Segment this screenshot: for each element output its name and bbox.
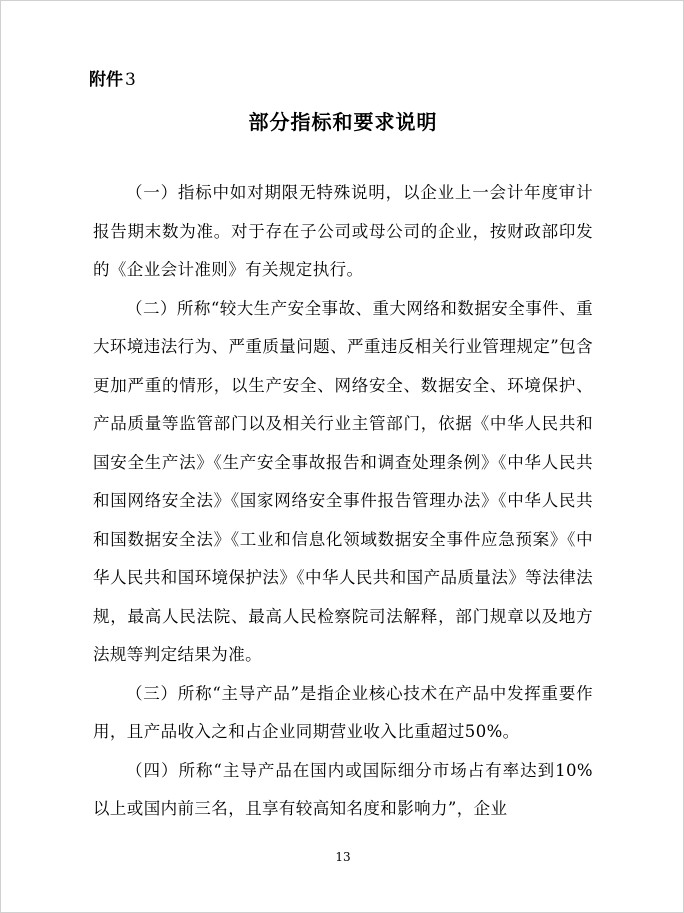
paragraph-4: （四）所称“主导产品在国内或国际细分市场占有率达到10%以上或国内前三名，且享有较高知名度和影响力”，企业 bbox=[93, 760, 593, 818]
attachment-label: 附件 bbox=[89, 70, 123, 90]
paragraph-2: （二）所称“较大生产安全事故、重大网络和数据安全事件、重大环境违法行为、严重质量问题、严重违反相关行业管理规定”包含更加严重的情形，以生产安全、网络安全、数据安全、环境保护、产品质量等监管部门以及相关行业主管部门，依据《中华人民共和国安全生产法》《生产安全事故报告和调查处理条例》《中华人民共和国网络安全法》《国家网络安全事件报告管理办法》《中华人民共和国数据安全法》《工业和信息化领域数据安全事件应急预案》《中华人民共和国环境保护法》《中华人民共和国产品质量法》等法律法规，最高人民法院、最高人民检察院司法解释，部门规章以及地方法规等判定结果为准。 bbox=[93, 298, 593, 664]
page-number: 13 bbox=[335, 850, 351, 864]
body-text bbox=[93, 174, 593, 829]
paragraph-3: （三）所称“主导产品”是指企业核心技术在产品中发挥重要作用，且产品收入之和占企业同期营业收入比重超过50%。 bbox=[93, 683, 593, 741]
attachment-number: 3 bbox=[125, 70, 136, 90]
attachment-heading bbox=[89, 65, 136, 90]
page-title: 部分指标和要求说明 bbox=[248, 110, 438, 134]
paragraph-1: （一）指标中如对期限无特殊说明，以企业上一会计年度审计报告期末数为准。对于存在子公司或母公司的企业，按财政部印发的《企业会计准则》有关规定执行。 bbox=[93, 183, 593, 279]
